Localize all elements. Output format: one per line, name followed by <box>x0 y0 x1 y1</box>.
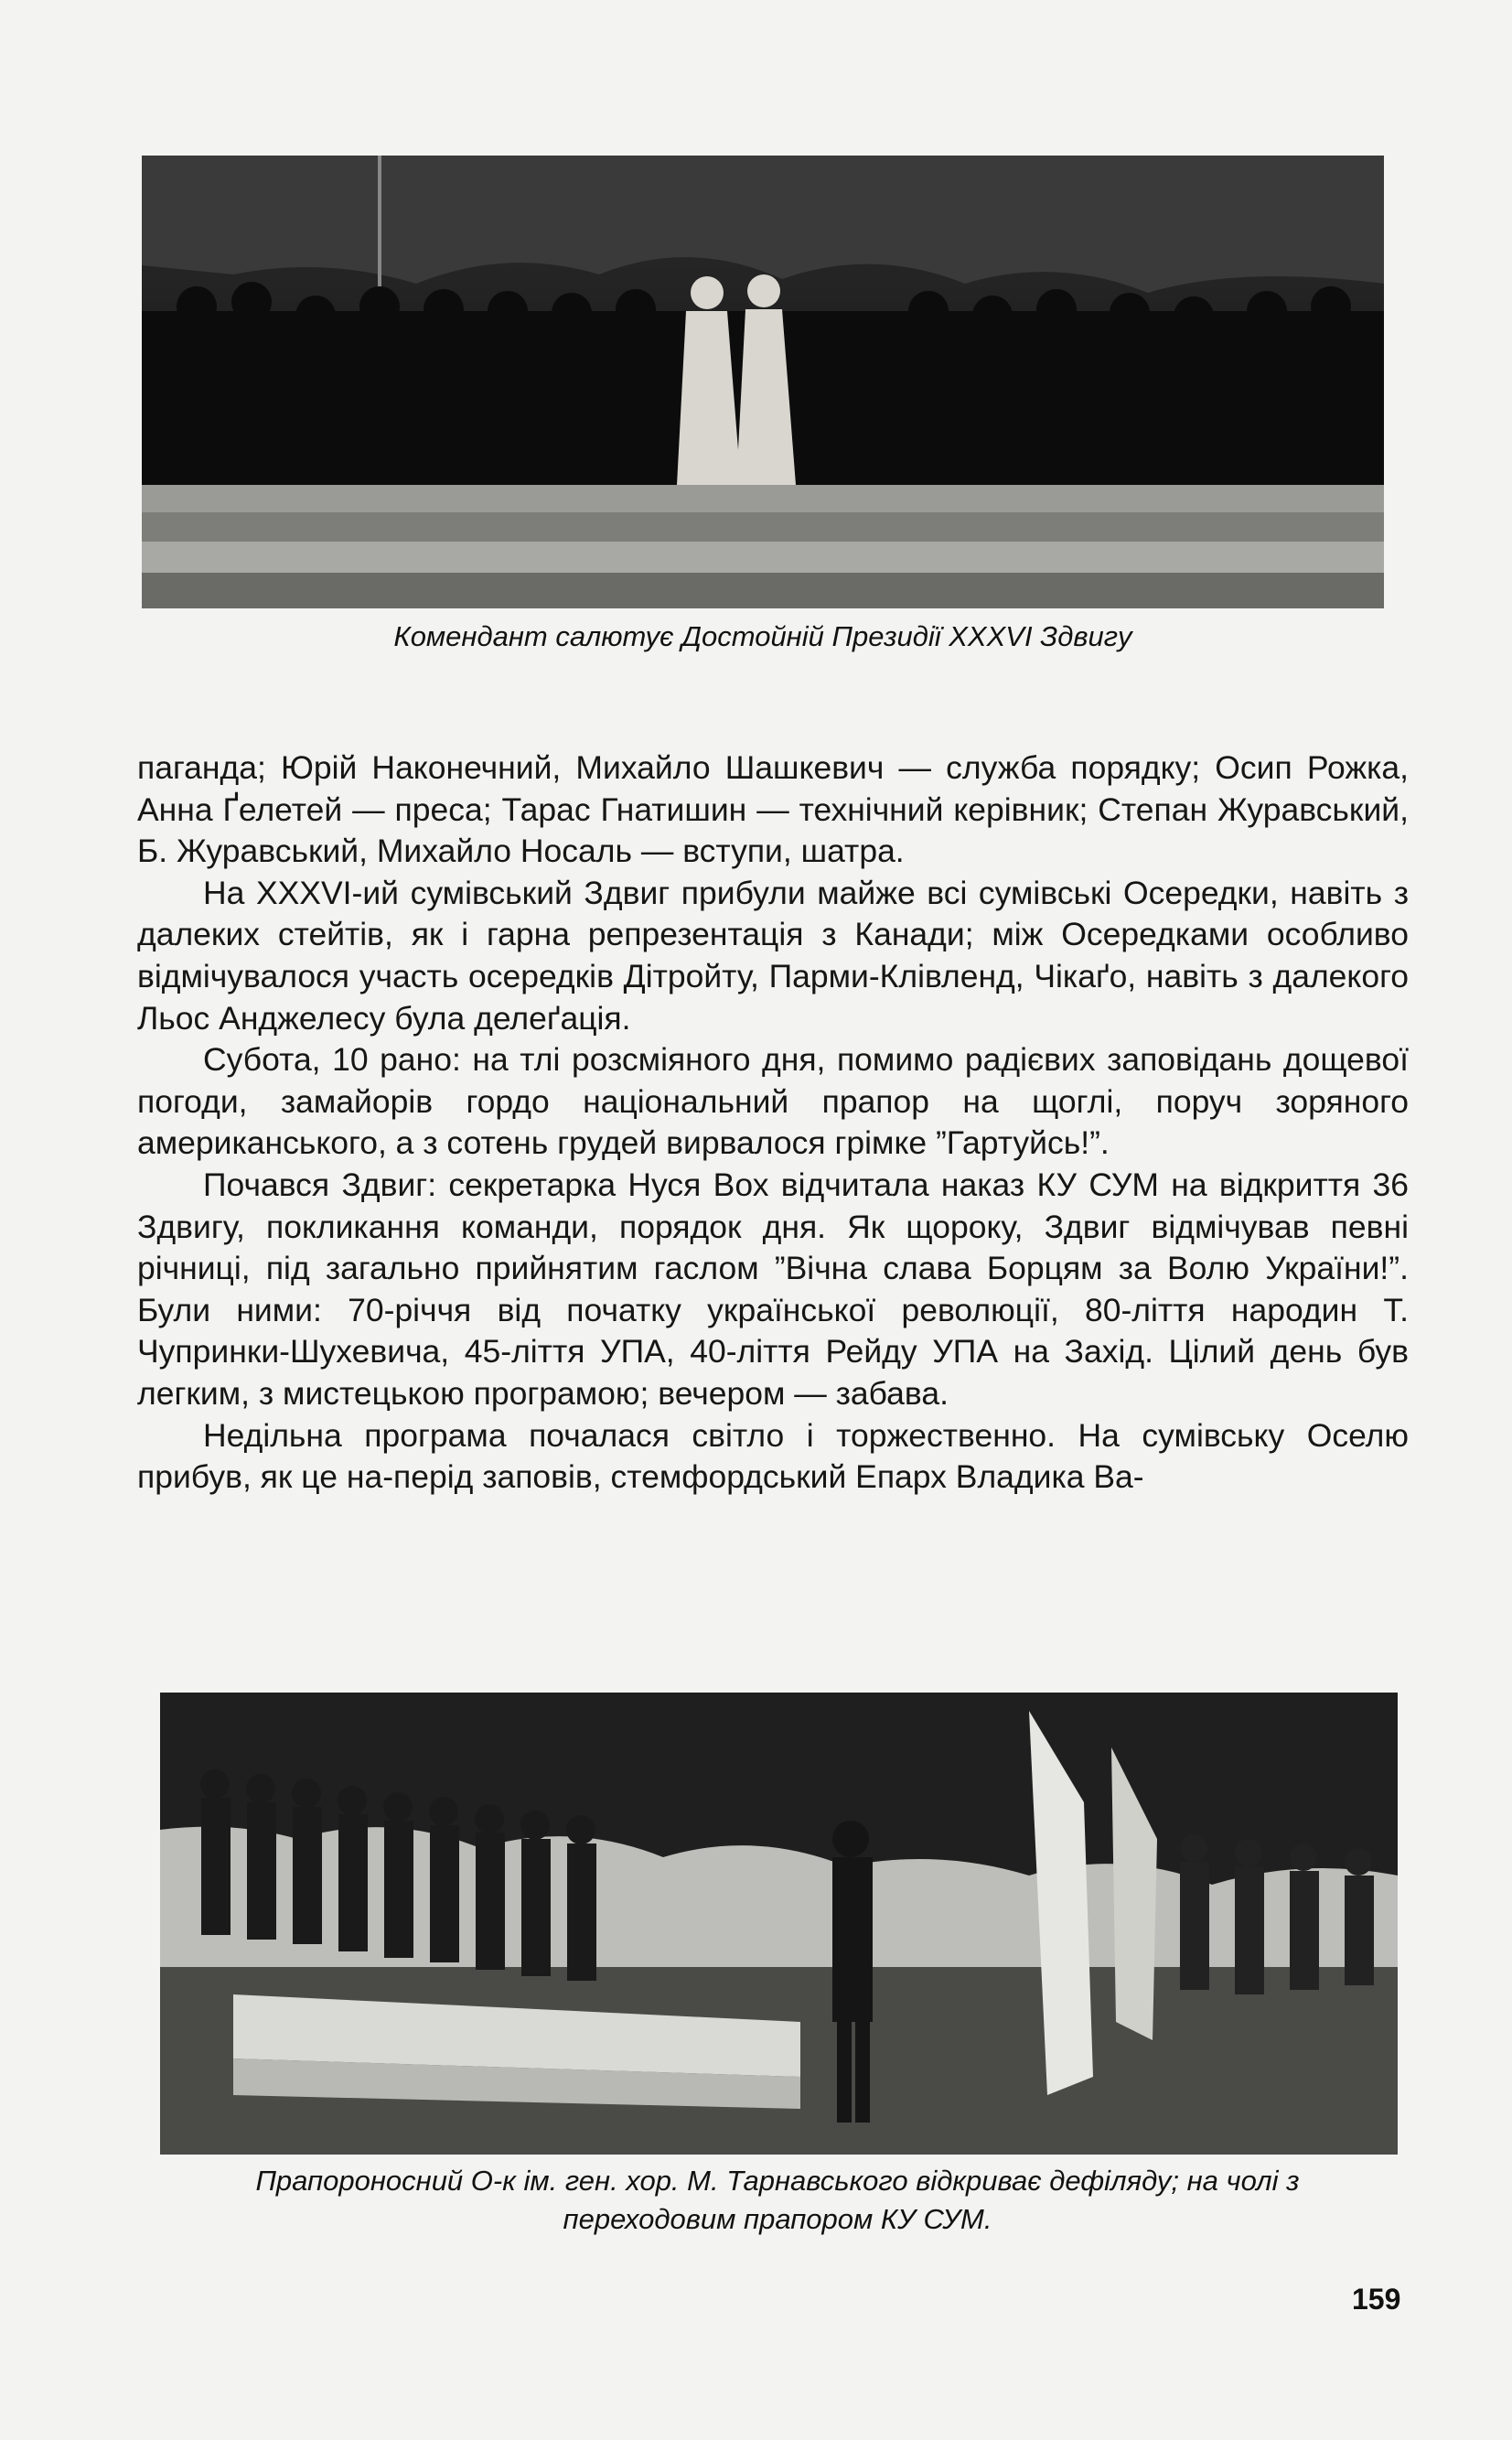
photo-commandant-salute <box>142 156 1384 608</box>
paragraph: На XXXVI-ий сумівський Здвиг прибули майже всі сумівські Осередки, навіть з далеких стейтів, як і гарна репрезентація з Канади; між Осередками особливо відмічувалося участь осередків Дітройту, Парми-Клівленд, Чікаґо, навіть з далекого Льос Анджелесу була делеґація. <box>137 874 1409 1037</box>
photo-flag-bearer-parade <box>160 1693 1398 2155</box>
photo-caption-bottom <box>137 2162 1418 2239</box>
paragraph: Недільна програма почалася світло і торжественно. На сумівську Оселю прибув, як це на-перід заповів, стемфордський Епарх Владика Ва- <box>137 1416 1409 1496</box>
caption-line: переходовим прапором КУ СУМ. <box>563 2203 992 2235</box>
article-body <box>137 747 1409 1499</box>
caption-line: Прапороносний О-к ім. ген. хор. М. Тарнавського відкриває дефіляду; на чолі з <box>255 2165 1300 2197</box>
paragraph: Почався Здвиг: секретарка Нуся Вох відчитала наказ КУ СУМ на відкриття 36 Здвигу, покликання команди, порядок дня. Як щороку, Здвиг відмічував певні річниці, під загально прийнятим гаслом ”Вічна слава Борцям за Волю України!”. Були ними: 70-річчя від початку української революції, 80-ліття народин Т. Чупринки-Шухевича, 45-ліття УПА, 40-ліття Рейду УПА на Захід. Цілий день був легким, з мистецькою програмою; вечером — забава. <box>137 1166 1409 1412</box>
paragraph: Субота, 10 рано: на тлі розсміяного дня, помимо радієвих заповідань дощевої погоди, замайорів гордо національний прапор на щоглі, поруч зоряного американського, а з сотень грудей вирвалося грімке ”Гартуйсь!”. <box>137 1041 1409 1162</box>
photo-caption-top: Комендант салютує Достойній Президії XXXVI Здвигу <box>393 620 1132 652</box>
paragraph: паганда; Юрій Наконечний, Михайло Шашкевич — служба порядку; Осип Рожка, Анна Ґелетей — преса; Тарас Гнатишин — технічний керівник; Степан Журавський, Б. Журавський, Михайло Носаль — вступи, шатра. <box>137 749 1409 870</box>
page-number: 159 <box>1352 2283 1401 2316</box>
